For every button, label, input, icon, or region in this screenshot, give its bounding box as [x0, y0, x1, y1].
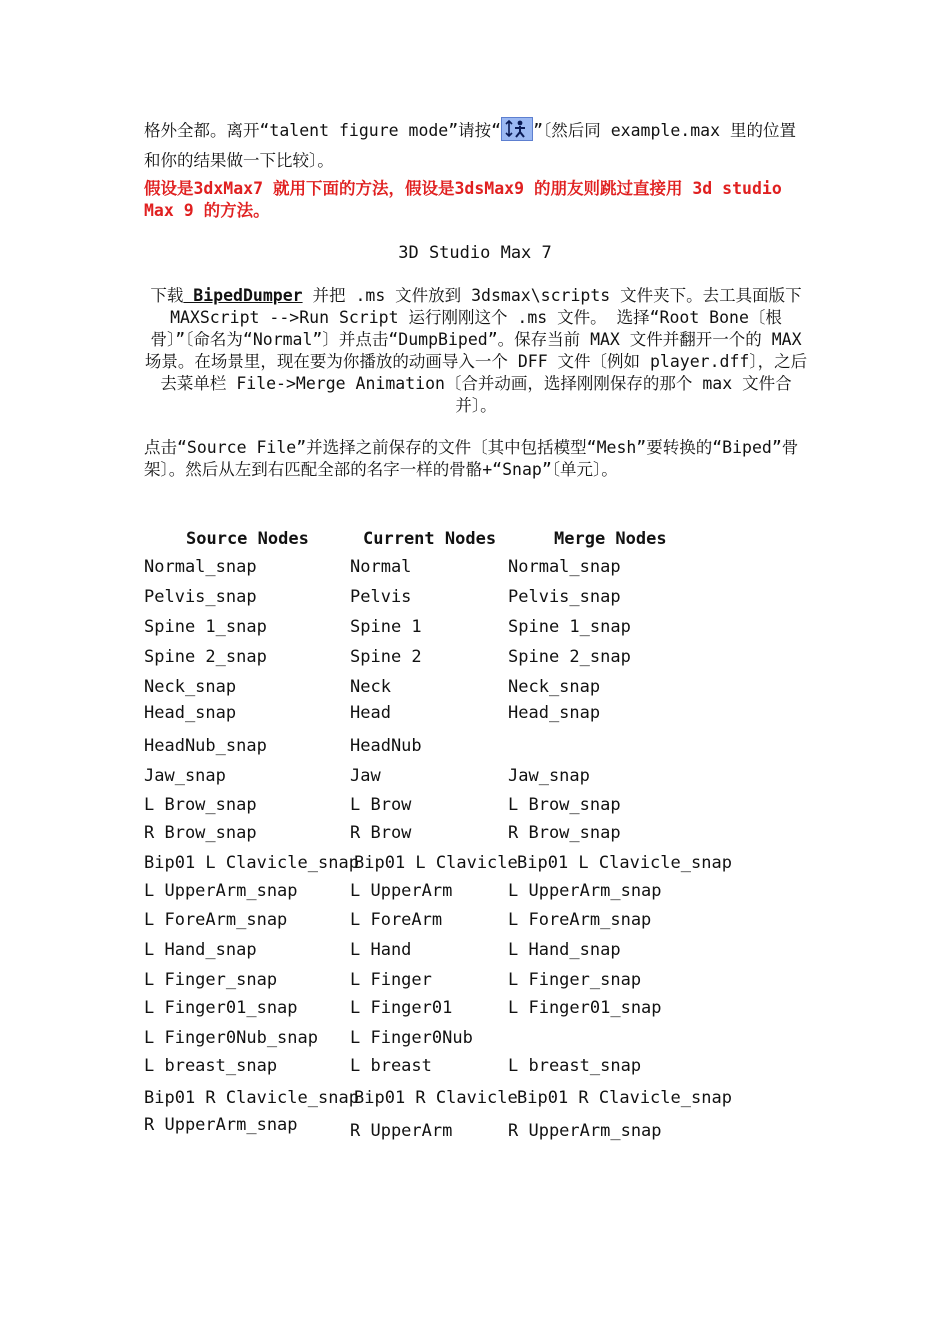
source-node-cell: Bip01 R Clavicle_snap — [144, 1088, 359, 1108]
header-current-nodes: Current Nodes — [363, 529, 497, 549]
merge-node-cell: R UpperArm_snap — [508, 1121, 662, 1141]
merge-node-cell: L Brow_snap — [508, 795, 621, 815]
merge-instructions: 点击“Source File”并选择之前保存的文件〔其中包括模型“Mesh”要转换的“Biped”骨架〕。然后从左到右匹配全部的名字一样的骨骼+“Snap”〔单元〕。 — [144, 438, 799, 479]
merge-node-cell: Spine 2_snap — [508, 647, 631, 667]
current-node-cell: L breast — [350, 1056, 432, 1076]
source-node-cell: Spine 2_snap — [144, 647, 267, 667]
instructions-prefix: 下载 — [150, 286, 184, 305]
merge-node-cell: L breast_snap — [508, 1056, 642, 1076]
merge-node-cell: Pelvis_snap — [508, 587, 621, 607]
current-node-cell: L Finger — [350, 970, 432, 990]
source-node-cell: Bip01 L Clavicle_snap — [144, 853, 359, 873]
intro-text-before: 格外全都。离开“talent figure mode”请按“ — [144, 121, 502, 140]
source-node-cell: Jaw_snap — [144, 766, 226, 786]
merge-node-cell: Normal_snap — [508, 557, 621, 577]
current-node-cell: HeadNub — [350, 736, 422, 756]
source-node-cell: Spine 1_snap — [144, 617, 267, 637]
current-node-cell: L Brow — [350, 795, 412, 815]
current-node-cell: L Hand — [350, 940, 412, 960]
header-source-nodes: Source Nodes — [186, 529, 309, 549]
source-node-cell: L breast_snap — [144, 1056, 278, 1076]
source-node-cell: L Hand_snap — [144, 940, 257, 960]
merge-node-cell: Jaw_snap — [508, 766, 590, 786]
current-node-cell: L Finger0Nub — [350, 1028, 473, 1048]
current-node-cell: L UpperArm — [350, 881, 453, 901]
current-node-cell: Bip01 R Clavicle — [354, 1088, 518, 1108]
instructions-paragraph — [144, 285, 808, 417]
source-node-cell: L Brow_snap — [144, 795, 257, 815]
current-node-cell: L Finger01 — [350, 998, 453, 1018]
merge-node-cell: R Brow_snap — [508, 823, 621, 843]
bipeddumper-link[interactable]: BipedDumper — [183, 286, 303, 305]
current-node-cell: Jaw — [350, 766, 381, 786]
merge-node-cell: L UpperArm_snap — [508, 881, 662, 901]
source-node-cell: L ForeArm_snap — [144, 910, 288, 930]
instructions-rest: 并把 .ms 文件放到 3dsmax\scripts 文件夹下。去工具面版下 MAXScript -->Run Script 运行刚刚这个 .ms 文件。 选择“Root Bone〔根骨〕”〔命名为“Normal”〕并点击“DumpBiped”。保存当前 MAX 文件并翻开一个的 MAX 场景。在场景里，现在要为你播放的动画导入一个 DFF 文件〔例如 player.dff〕，之后去菜单栏 File->Merge Animation〔合并动画，选择刚刚保存的那个 max 文件合并〕。 — [144, 286, 808, 415]
current-node-cell: Normal — [350, 557, 412, 577]
current-node-cell: Pelvis — [350, 587, 412, 607]
merge-node-cell: Spine 1_snap — [508, 617, 631, 637]
current-node-cell: Spine 1 — [350, 617, 422, 637]
source-node-cell: R UpperArm_snap — [144, 1115, 298, 1135]
source-node-cell: L Finger01_snap — [144, 998, 298, 1018]
intro-paragraph — [144, 116, 808, 176]
intro-text-after: ”〔然后同 example.max 里的位置和你的结果做一下比较〕。 — [144, 121, 796, 170]
source-node-cell: R Brow_snap — [144, 823, 257, 843]
version-warning: 假设是3dxMax7 就用下面的方法，假设是3dsMax9 的朋友则跳过直接用 3d studio Max 9 的方法。 — [144, 179, 782, 220]
source-node-cell: Neck_snap — [144, 677, 237, 697]
source-node-cell: Pelvis_snap — [144, 587, 257, 607]
source-node-cell: L UpperArm_snap — [144, 881, 298, 901]
merge-node-cell: Neck_snap — [508, 677, 601, 697]
merge-node-cell: Bip01 R Clavicle_snap — [517, 1088, 732, 1108]
current-node-cell: Spine 2 — [350, 647, 422, 667]
merge-node-cell: L Finger_snap — [508, 970, 642, 990]
source-node-cell: L Finger0Nub_snap — [144, 1028, 318, 1048]
current-node-cell: R UpperArm — [350, 1121, 453, 1141]
merge-node-cell: Bip01 L Clavicle_snap — [517, 853, 732, 873]
source-node-cell: Normal_snap — [144, 557, 257, 577]
merge-node-cell: L ForeArm_snap — [508, 910, 652, 930]
current-node-cell: L ForeArm — [350, 910, 443, 930]
merge-node-cell: Head_snap — [508, 703, 601, 723]
source-node-cell: L Finger_snap — [144, 970, 278, 990]
source-node-cell: HeadNub_snap — [144, 736, 267, 756]
merge-node-cell: L Finger01_snap — [508, 998, 662, 1018]
source-node-cell: Head_snap — [144, 703, 237, 723]
current-node-cell: R Brow — [350, 823, 412, 843]
section-title: 3D Studio Max 7 — [398, 243, 552, 263]
current-node-cell: Neck — [350, 677, 391, 697]
current-node-cell: Bip01 L Clavicle — [354, 853, 518, 873]
header-merge-nodes: Merge Nodes — [554, 529, 667, 549]
biped-figure-mode-icon[interactable] — [501, 117, 533, 141]
merge-node-cell: L Hand_snap — [508, 940, 621, 960]
current-node-cell: Head — [350, 703, 391, 723]
